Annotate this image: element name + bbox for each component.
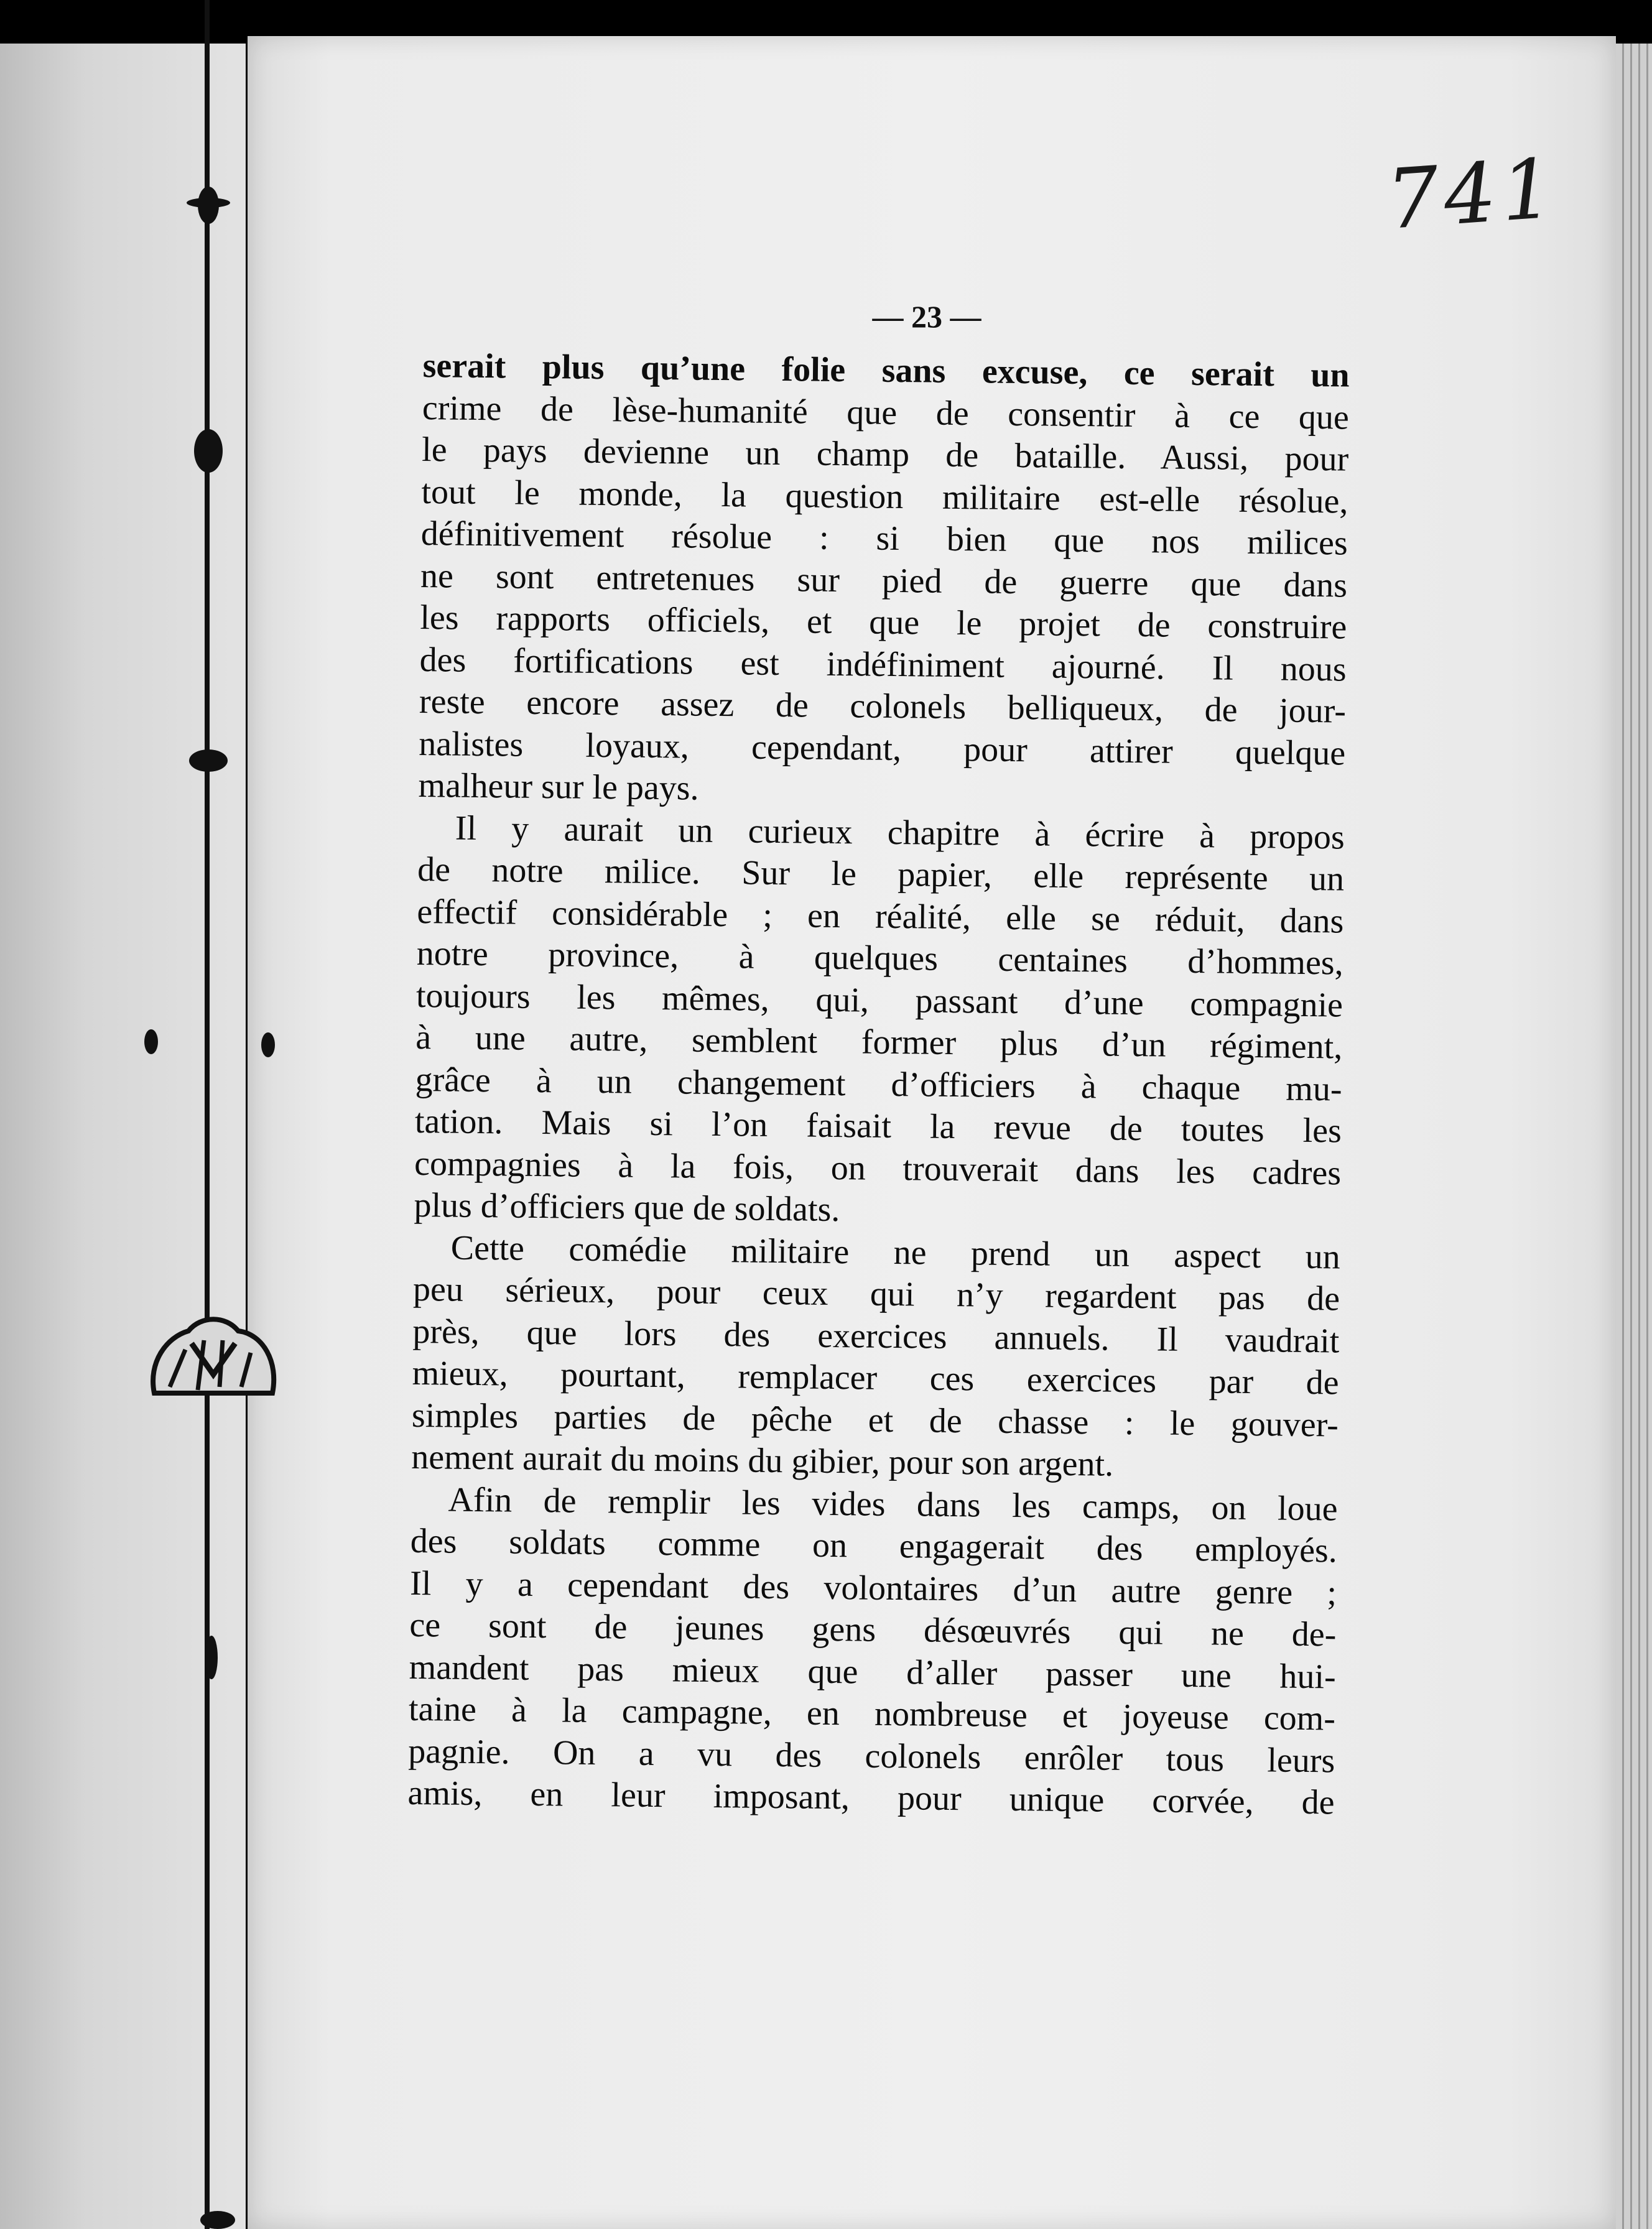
text-line: plus d’officiers que de soldats. bbox=[414, 1185, 840, 1230]
binding-thread-knot bbox=[142, 1306, 285, 1399]
text-line: près, que lors des exercices annuels. Il vaudrait bbox=[412, 1312, 1340, 1361]
stitch-3 bbox=[194, 429, 223, 473]
text-line: mieux, pourtant, remplacer ces exercices par de bbox=[412, 1353, 1339, 1402]
text-line: nalistes loyaux, cependant, pour attirer quelque bbox=[418, 724, 1346, 773]
text-line: nement aurait du moins du gibier, pour son argent. bbox=[411, 1437, 1114, 1484]
text-line: de notre milice. Sur le papier, elle représente un bbox=[417, 850, 1345, 899]
text-line: ne sont entretenues sur pied de guerre que dans bbox=[420, 556, 1348, 605]
text-line: mandent pas mieux que d’aller passer une hui- bbox=[409, 1647, 1336, 1696]
text-line: crime de lèse-humanité que de consentir à ce que bbox=[422, 388, 1350, 437]
text-line: Cette comédie militaire ne prend un aspect un bbox=[450, 1228, 1341, 1277]
binding-hole-left bbox=[144, 1029, 158, 1054]
stitch-6 bbox=[200, 2211, 235, 2229]
text-line: tout le monde, la question militaire est-elle résolue, bbox=[421, 472, 1348, 521]
text-line: reste encore assez de colonels belliqueux, de jour- bbox=[419, 682, 1347, 731]
binding-hole-right bbox=[261, 1032, 275, 1057]
text-line: taine à la campagne, en nombreuse et joyeuse com- bbox=[408, 1689, 1336, 1738]
text-line: définitivement résolue : si bien que nos milices bbox=[420, 514, 1348, 563]
text-line: grâce à un changement d’officiers à chaque mu- bbox=[415, 1060, 1342, 1109]
text-line: ce sont de jeunes gens désœuvrés qui ne de- bbox=[409, 1605, 1337, 1654]
page-number: — 23 — bbox=[872, 299, 981, 334]
page-edges bbox=[1616, 44, 1652, 2229]
paragraph bbox=[418, 345, 1350, 817]
text-line: malheur sur le pays. bbox=[418, 766, 699, 808]
binding-spine bbox=[198, 0, 216, 2229]
text-line: à une autre, semblent former plus d’un régiment, bbox=[415, 1017, 1343, 1067]
text-line: toujours les mêmes, qui, passant d’une compagnie bbox=[415, 976, 1343, 1025]
text-line: Il y a cependant des volontaires d’un autre genre ; bbox=[409, 1564, 1337, 1612]
text-line: pagnie. On a vu des colonels enrôler tous leurs bbox=[408, 1731, 1335, 1780]
spine-line bbox=[205, 0, 210, 2229]
text-line: tation. Mais si l’on faisait la revue de toutes les bbox=[414, 1101, 1342, 1151]
text-line: des fortifications est indéfiniment ajourné. Il nous bbox=[419, 640, 1347, 689]
text-line: les rapports officiels, et que le projet de construire bbox=[420, 598, 1347, 647]
text-line: effectif considérable ; en réalité, elle se réduit, dans bbox=[417, 892, 1344, 941]
text-line: simples parties de pêche et de chasse : le gouver- bbox=[411, 1396, 1339, 1445]
text-line: le pays devienne un champ de bataille. Aussi, pour bbox=[421, 430, 1349, 479]
text-line: amis, en leur imposant, pour unique corvée, de bbox=[407, 1773, 1335, 1822]
paragraph bbox=[411, 1226, 1340, 1488]
text-line: notre province, à quelques centaines d’hommes, bbox=[416, 934, 1344, 983]
text-line: serait plus qu’une folie sans excuse, ce serait un bbox=[422, 346, 1350, 395]
text-line: des soldats comme on engagerait des employés. bbox=[410, 1521, 1338, 1570]
text-line: Afin de remplir les vides dans les camps, on loue bbox=[448, 1480, 1338, 1528]
stitch-5 bbox=[205, 1636, 218, 1679]
stitch-4 bbox=[189, 749, 228, 772]
stitch-2 bbox=[198, 187, 219, 224]
body-text bbox=[407, 345, 1350, 1824]
text-line: Il y aurait un curieux chapitre à écrire à propos bbox=[455, 809, 1345, 857]
paragraph bbox=[414, 807, 1345, 1236]
paragraph bbox=[407, 1478, 1338, 1824]
text-line: peu sérieux, pour ceux qui n’y regardent pas de bbox=[412, 1269, 1340, 1318]
text-line: compagnies à la fois, on trouverait dans les cadres bbox=[414, 1144, 1342, 1193]
handwritten-folio-number: 741 bbox=[1383, 141, 1562, 248]
